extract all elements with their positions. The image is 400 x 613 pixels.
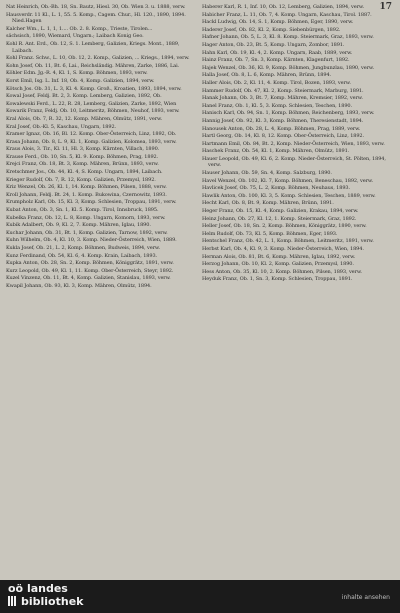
register-entry: Krejci Franz, Ob. 18, Bt. 3, Komp. Mähren, Brünn, 1893, verw.	[6, 161, 159, 168]
register-entry: Haschek Franz, Ob. 54, Kl. 1, Komp. Mähren, Olmütz, 1891.	[202, 148, 350, 155]
register-entry: Herman Alois, Ob. 81, Bt. 6, Komp. Mähren, Iglau, 1892, verw.	[202, 253, 356, 260]
register-entry: Kubik Adalbert, Ob. 9, Kl. 2, 7. Komp. Mähren, Iglau, 1890.	[6, 222, 151, 229]
register-entry: Hainz Franz, Ob. 7, Sn. 3, Komp. Kärnten, Klagenfurt, 1892.	[202, 57, 350, 64]
register-entry: Kroll Johann, Feldj. Bt. 24, 1. Komp. Bukowina, Czernowitz, 1893.	[6, 191, 167, 198]
register-entry: Kramer Ignaz, Ob. 16, Bl. 12. Komp. Ober-Österreich, Linz, 1892, Ob.	[6, 131, 177, 138]
register-entry: Krumpholz Karl, Ob. 15, Kl. 3, Komp. Schlesien, Troppau, 1891, verw.	[6, 199, 177, 206]
register-entry: Hahn Karl, Ob. 19, Kl. 4, 2. Komp. Ungarn, Raab, 1889, verw.	[202, 49, 353, 56]
register-entry: Kowalewski Ferd., L. 22, R. 28, Lemberg, Galizien, Zarke, 1892, Wien	[6, 100, 177, 107]
register-entry: Kurz Leopold, Ob. 49, Kl. 1, 11. Komp. Ober-Österreich, Steyr, 1892.	[6, 267, 174, 274]
register-entry: Hanel Franz, Ob. 1, Kl. 5, 3. Komp. Schlesien, Teschen, 1890.	[202, 102, 352, 109]
register-entry: Hammer Rudolf, Ob. 47, Kl. 2, Komp. Steiermark, Marburg, 1891.	[202, 87, 364, 94]
register-entry: Hanousek Anton, Ob. 28, L. 4, Komp. Böhmen, Prag, 1889, verw.	[202, 125, 361, 132]
register-entry: Kohl Franz. Schw., L. 10, Ob. 12, 2. Komp., Galizien, ... Kriegs., 1894, verw.	[6, 55, 190, 62]
logo-line-2-text: bibliothek	[21, 595, 84, 608]
right-column	[202, 4, 388, 284]
page-number: 17	[379, 2, 392, 12]
register-entry: Köhler Edm. Jg.-R. 4, Kl. 1, S. Komp. Böhmen, 1893, verw.	[6, 70, 148, 77]
register-entry: Kretschmer Jos., Ob. 44, Kl. 4, S. Komp. Ungarn, 1894, Laibach.	[6, 169, 163, 176]
register-entry: Kraus Alois, 3. Tir., Kl. 11, Hl. 3, Komp. Kärnten, Villach, 1890.	[6, 146, 160, 153]
register-entry: Hentschel Franz, Ob. 42, L. 1, Komp. Böhmen, Leitmeritz, 1891, verw.	[202, 238, 374, 245]
register-entry: Hager Anton, Ob. 23, Bt. 5, Komp. Ungarn, Zombor, 1891.	[202, 41, 345, 48]
library-footer	[0, 580, 400, 613]
register-entry: Hauer Leopold, Ob. 49, Kl. 6, 2. Komp. Nieder-Österreich, St. Pölten, 1894, verw.	[202, 155, 386, 169]
logo-bars-icon	[8, 596, 18, 606]
register-entry: Helm Rudolf, Ob. 73, Kl. 5, Komp. Böhmen, Eger, 1893.	[202, 230, 338, 237]
library-logo[interactable]	[8, 582, 83, 608]
register-entry: Havel Wenzel, Ob. 102, Kl. 7, Komp. Böhmen, Beneschau, 1892, verw.	[202, 177, 373, 184]
register-entry: Kuzel Vinzenz, Ob. 11, Bt. 4, Komp. Galizien, Stanislau, 1893, verw.	[6, 275, 171, 282]
register-entry: Kwapil Johann, Ob. 93, Kl. 3, Komp. Mähren, Olmütz, 1894.	[6, 282, 152, 289]
register-entry: Kowarik Franz, Feldj. Ob. 10, Leitmeritz, Böhmen, Neuhof, 1893, verw.	[6, 108, 180, 115]
register-entry: Haller Alois, Ob. 2, Kl. 11, 4. Komp. Tirol, Bozen, 1893, verw.	[202, 79, 351, 86]
logo-line-1: oö landes	[8, 582, 68, 595]
register-entry: Habicher Franz, L. 11, Ob. 7, 4. Komp. Ungarn, Kaschau, Tirol. 1887.	[202, 11, 372, 18]
register-entry: Kötsch Jos. Ob. 31, L. 3, Kl. 4. Komp. Groß., Kroatien, 1893, 1894, verw.	[6, 85, 182, 92]
register-entry: Hauser Johann, Ob. 59, Sn. 4, Komp. Salzburg, 1890.	[202, 170, 332, 177]
register-entry: Hartl Georg, Ob. 14, Kl. 8, 12. Komp. Ober-Österreich, Linz, 1892.	[202, 133, 365, 140]
register-entry: Heyduk Franz, Ob. 1, Sn. 3, Komp. Schlesien, Troppau, 1891.	[202, 276, 353, 283]
register-entry: Hajek Wenzel, Ob. 36, Kl. 9, Komp. Böhmen, Jungbunzlau, 1890, verw.	[202, 64, 374, 71]
register-entry: Havlicek Josef, Ob. 75, L. 2, Komp. Böhmen, Neuhaus, 1893.	[202, 185, 350, 192]
register-entry: Hackl Ludwig, Ob. 14, S. 1, Komp. Böhmen, Eger, 1890, verw.	[202, 19, 354, 26]
register-entry: Korst Emil, Isg. L. Inf. 18, Ob. 4, Komp. Galizien, 1894, verw.	[6, 77, 155, 84]
register-entry: Kowal Josef, Feldj. Bt. 2, 3. Komp. Lemberg, Galizien, 1892, Ob.	[6, 93, 162, 100]
left-column	[6, 4, 192, 291]
register-entry: Kukla Josef, Ob. 21, L. 2, Komp. Böhmen, Budweis, 1894, verw.	[6, 245, 160, 251]
register-entry: Heller Josef, Ob. 18, Sn. 2, Komp. Böhmen, Königgrätz, 1890, verw.	[202, 223, 367, 230]
register-entry: Kubat Anton, Ob. 3, Sn. 1, Kl. 5. Komp. Tirol, Innsbruck, 1895.	[6, 207, 159, 214]
register-entry: Haderer Josef, Ob. 82, Kl. 2, Komp. Siebenbürgen, 1892.	[202, 26, 341, 33]
register-entry: Hess Anton, Ob. 35, Kl. 10, 2. Komp. Böhmen, Pilsen, 1893, verw.	[202, 268, 362, 275]
register-entry: sächsisch, 1890, Wiemard, Ungarn.; Laibach Konig Geo.	[6, 33, 144, 40]
register-entry: Kupka Anton, Ob. 28, Sn. 2, Komp. Böhmen, Königgrätz, 1891, verw.	[6, 260, 174, 267]
register-entry: Halla Josef, Ob. 8, L. 6, Komp. Mähren, Brünn, 1894.	[202, 72, 332, 79]
view-content-label[interactable]: inhalte ansehen	[341, 594, 390, 601]
register-entry: Hannig Josef, Ob. 92, Kl. 3, Komp. Böhmen, Theresienstadt, 1894.	[202, 117, 364, 124]
register-entry: Kubelka Franz, Ob. 12, L. 8, Komp. Ungarn, Komorn, 1893, verw.	[6, 214, 166, 221]
register-entry: Herbst Karl, Ob. 4, Kl. 9, 3. Komp. Nieder-Österreich, Wien, 1894.	[202, 246, 364, 252]
register-entry: Hecht Karl, Ob. 8, Bt. 9, Komp. Mähren, Brünn, 1891.	[202, 200, 334, 207]
register-entry: Krasa Johann, Ob. 8, L. 9, Kl. 1, Komp. Galizien, Kolomea, 1893, verw.	[6, 138, 177, 145]
register-entry: Kohn Josef, Ob. 11, Bt. 6, Lai., Reichsländig. Mähren, Zarke, 1886, Lai.	[6, 62, 180, 69]
register-entry: Kral Josef, Ob.-Kl. 5, Kaschau, Ungarn, 1892.	[6, 123, 117, 130]
register-entry: Krause Ferd., Ob. 10, Sn. 5, Kl. 9. Komp. Böhmen, Prag, 1892.	[6, 153, 159, 160]
register-entry: Krieger Rudolf, Ob. 7, R. 12, Komp. Galizien, Przemysl, 1892.	[6, 176, 156, 183]
register-entry: Kunz Ferdinand, Ob. 54, Kl. 6, 4. Komp. Krain, Laibach, 1893.	[6, 252, 158, 259]
register-entry: Hafner Johann, Ob. 5, L. 3, Kl. 8. Komp. Steiermark, Graz, 1893, verw.	[202, 34, 374, 41]
register-entry: Heger Franz, Ob. 15, Kl. 4, Komp. Galizien, Krakau, 1894, verw.	[202, 208, 359, 215]
register-entry: Hausverdr. 11 Kl., L. 1, 55. 5. Komp., Cagem. Chur., Hl. 120., 1890, 1894. Nied.Hagen	[6, 11, 186, 25]
register-entry: Hanak Johann, Ob. 3, Bt. 7, Komp. Mähren, Kremsier, 1892, verw.	[202, 95, 363, 102]
register-entry: Kriz Wenzel, Ob. 26, Kl. 1, 14. Komp. Böhmen, Pilsen, 1888, verw.	[6, 184, 167, 191]
register-entry: Kohl R. Ant. Erd., Ob. 12, S. 1. Lemberg, Galizien, Kriegs. Mont., 1889, Laibach.	[6, 40, 180, 54]
register-entry: Heinz Johann, Ob. 27, Kl. 12, 1. Komp. Steiermark, Graz, 1892.	[202, 215, 357, 222]
register-entry: Kalcher Wm., L. 1, 1, 1.... Ob. 2. 8. Komp., Trieste, Tirolen...	[6, 25, 153, 32]
register-entry: Kral Alois, Ob. 7, R. 32, 12. Komp. Mähren, Olmütz, 1891, verw.	[6, 115, 163, 122]
register-entry: Kuhn Wilhelm, Ob. 4, Kl. 10, 3. Komp. Nieder-Österreich, Wien, 1889.	[6, 237, 177, 244]
register-entry: Hanisch Karl, Ob. 94, Sn. 1, Komp. Böhmen, Reichenberg, 1893, verw.	[202, 110, 375, 117]
register-entry: Haberer Karl, R. 1, Inf. 10, Ob. 12, Lemberg, Galizien, 1894, verw.	[202, 4, 364, 10]
register-entry: Herzog Johann, Ob. 10, Kl. 2, Komp. Galizien, Przemysl, 1890.	[202, 261, 354, 268]
register-entry: Hartmann Emil, Ob. 84, Bt. 2, Komp. Nieder-Österreich, Wien, 1893, verw.	[202, 140, 385, 147]
register-entry: Hawlik Anton, Ob. 100, Kl. 3, 5. Komp. Schlesien, Teschen, 1889, verw.	[202, 192, 376, 199]
register-entry: Nat Heinrich, Ob.-Bh. 18, Sn. Bautz, Hiesl. 30, Ob. Wien 3. u. 1888, verw.	[6, 4, 186, 10]
logo-line-2	[8, 595, 83, 608]
register-entry: Kuchar Johann, Ob. 31, Bt. 1, Komp. Galizien, Tarnow, 1892, verw.	[6, 229, 168, 236]
